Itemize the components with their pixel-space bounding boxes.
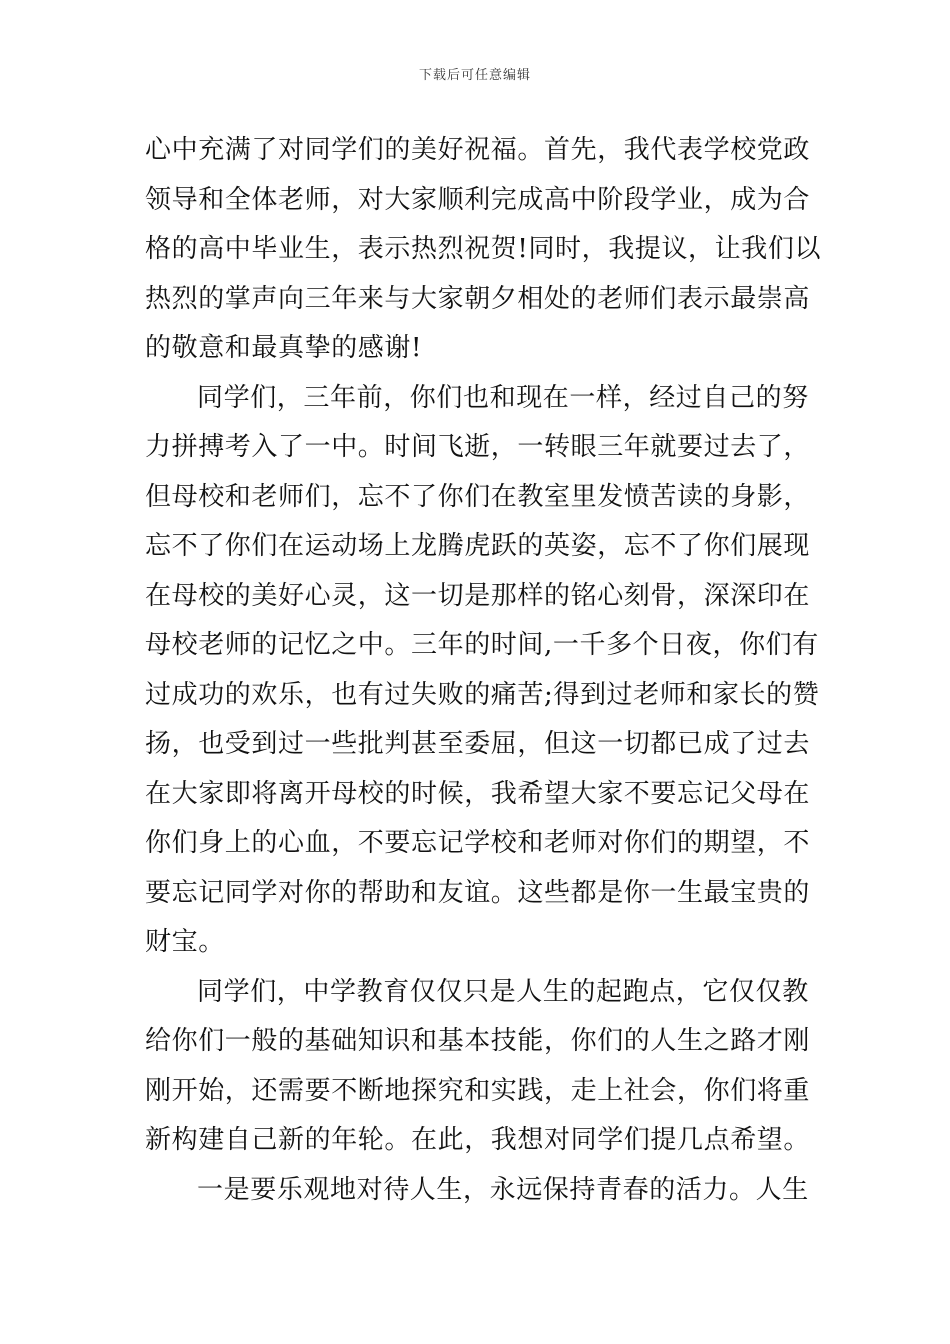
text-line: 刚开始，还需要不断地探究和实践，走上社会，你们将重 <box>145 1075 811 1106</box>
text-line: 扬，也受到过一些批判甚至委屈，但这一切都已成了过去 <box>145 729 811 759</box>
text-line: 新构建自己新的年轮。在此，我想对同学们提几点希望。 <box>145 1125 811 1155</box>
text-line: 力拼搏考入了一中。时间飞逝，一转眼三年就要过去了， <box>145 432 811 462</box>
text-line: 过成功的欢乐，也有过失败的痛苦;得到过老师和家长的赞 <box>145 679 820 710</box>
document-body <box>145 126 822 1215</box>
text-line: 忘不了你们在运动场上龙腾虎跃的英姿，忘不了你们展现 <box>145 531 811 561</box>
text-line: 领导和全体老师，对大家顺利完成高中阶段学业，成为合 <box>145 184 811 215</box>
text-line: 的敬意和最真挚的感谢! <box>145 333 423 363</box>
text-line: 你们身上的心血，不要忘记学校和老师对你们的期望，不 <box>145 828 811 858</box>
text-line: 母校老师的记忆之中。三年的时间,一千多个日夜，你们有 <box>145 630 819 660</box>
text-line: 给你们一般的基础知识和基本技能，你们的人生之路才刚 <box>145 1026 811 1056</box>
text-line: 但母校和老师们，忘不了你们在教室里发愤苦读的身影， <box>145 481 811 512</box>
text-line: 一是要乐观地对待人生，永远保持青春的活力。人生 <box>197 1174 809 1205</box>
text-line: 格的高中毕业生，表示热烈祝贺!同时，我提议，让我们以 <box>145 234 822 264</box>
text-line: 心中充满了对同学们的美好祝福。首先，我代表学校党政 <box>145 135 811 165</box>
text-line: 在大家即将离开母校的时候，我希望大家不要忘记父母在 <box>145 778 811 809</box>
text-line: 财宝。 <box>145 927 225 957</box>
page-header: 下载后可任意编辑 <box>418 68 531 83</box>
text-line: 同学们，中学教育仅仅只是人生的起跑点，它仅仅教 <box>197 976 809 1007</box>
text-line: 热烈的掌声向三年来与大家朝夕相处的老师们表示最崇高 <box>145 283 811 314</box>
text-line: 要忘记同学对你的帮助和友谊。这些都是你一生最宝贵的 <box>145 877 811 908</box>
text-line: 在母校的美好心灵，这一切是那样的铭心刻骨，深深印在 <box>145 580 811 611</box>
text-line: 同学们，三年前，你们也和现在一样，经过自己的努 <box>197 382 809 413</box>
